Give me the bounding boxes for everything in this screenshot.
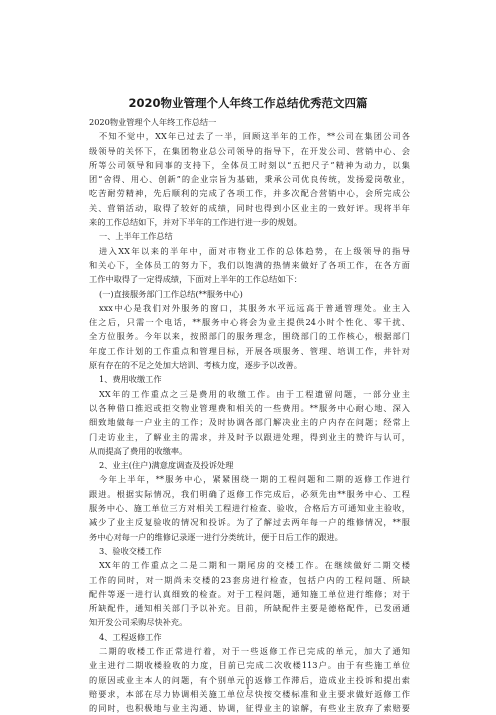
body-line: 赔要求，本部在尽力协调相关施工单位尽快按交楼标准和业主要求做好返修工作	[89, 688, 410, 699]
body-line: 3、验收交楼工作	[99, 545, 162, 556]
body-line: 从而提高了费用的收缴率。	[89, 445, 188, 456]
body-line: 务中心对每一户的维修记录逐一进行分类统计，便于日后工作的跟进。	[89, 531, 343, 542]
body-line: 的同时，也积极地与业主沟通、协调，征得业主的谅解，有些业主放弃了索赔要	[89, 703, 410, 714]
body-line: 知开发公司采购尽快补充。	[89, 617, 188, 628]
body-line: 来的工作总结如下，并对下半年的工作进行进一步的规划。	[89, 217, 302, 228]
body-line: 工作中取得了一定得成绩，下面对上半年的工作总结如下：	[89, 274, 302, 285]
body-line: 原有存在的不足之处加大培训、考核力度，逐步予以改善。	[89, 360, 302, 371]
body-line: 跟进。根据实际情况，我们明确了返修工作完成后，必须先由**服务中心、工程	[89, 488, 410, 499]
body-line: 1、费用收缴工作	[99, 374, 162, 385]
body-line: 配件等逐一进行认真细致的检查。对于工程问题，通知施工单位进行维修；对于	[89, 588, 410, 599]
body-line: (一)直接服务部门工作总结(**服务中心)	[99, 288, 243, 299]
body-line: 以各种借口推迟或拒交物业管理费和相关的一些费用。**服务中心耐心地、深入	[89, 402, 410, 413]
body-line: 团“舍得、用心、创新”的企业宗旨为基础，秉承公司优良传统，发扬爱岗敬业，	[89, 174, 410, 185]
body-line: 减少了业主反复验收的情况和投诉。为了了解过去两年每一户的维修情况，**服	[89, 517, 410, 528]
body-line: 所缺配件，通知相关部门予以补充。目前，所缺配件主要是德格配件，已发函通	[89, 603, 410, 614]
body-line: 门走访业主，了解业主的需求，并及时予以跟进处理，得到业主的赞许与认可，	[89, 431, 410, 442]
body-line: 细致地做每一户业主的工作；及时协调各部门解决业主的户内存在问题；经常上	[89, 417, 410, 428]
body-line: 不知不觉中，XX年已过去了一半，回顾这半年的工作，**公司在集团公司各	[99, 131, 410, 142]
body-line: 二期的收楼工作正常进行着，对于一些返修工作已完成的单元，加大了通知	[99, 645, 410, 656]
body-line: 4、工程返修工作	[99, 631, 162, 642]
page-number: 1	[245, 683, 251, 691]
body-line: 工作的同时，对一期尚未交楼的23套房进行检查，包括户内的工程问题、所缺	[89, 574, 410, 585]
body-line: 服务中心、施工单位三方对相关工程进行检查、验收，合格后方可通知业主验收，	[89, 503, 410, 514]
body-line: 进入XX年以来的半年中，面对市物业工作的总体趋势，在上级领导的指导	[99, 245, 410, 256]
body-line: 业主进行二期收楼验收的力度，目前已完成二次收楼113户。由于有些施工单位	[89, 660, 410, 671]
body-line: 2020物业管理个人年终工作总结一	[89, 117, 217, 127]
body-line: 今年上半年，**服务中心，紧紧围绕一期的工程问题和二期的返修工作进行	[99, 474, 410, 485]
body-line: 所等公司领导和同事的支持下，全体员工时刻以“五把尺子”精神为动力，以集	[89, 159, 410, 170]
body-line: 级领导的关怀下，在集团物业总公司领导的指导下，在开发公司、营销中心、会	[89, 145, 410, 156]
body-line: 全方位服务。今年以来，按照部门的服务理念，围绕部门的工作核心，根据部门	[89, 331, 410, 342]
body-line: 的原因或业主本人的问题，有个别单元的返修工作滞后，造成业主投诉和提出索	[89, 674, 410, 685]
body-line: 年度工作计划的工作重点和管理目标，开展各项服务、管理、培训工作，井针对	[89, 345, 410, 356]
body-line: XX年的工作重点之二是二期和一期尾房的交楼工作。在继续做好二期交楼	[99, 560, 410, 571]
body-line: 和关心下，全体员工的努力下，我们以饱满的热情来做好了各项工作，在各方面	[89, 259, 410, 270]
body-line: 住之后，只需一个电话，**服务中心将会为业主提供24小时个性化、零干扰、	[89, 317, 410, 328]
body-line: 关、营销活动，取得了较好的成绩，同时也得到小区业主的一致好评。现将半年	[89, 202, 410, 213]
body-line: 吃苦耐劳精神，先后顺利的完成了各项工作，并多次配合营销中心，会所完成公	[89, 188, 410, 199]
body-line: XX年的工作重点之三是费用的收缴工作。由于工程遗留问题，一部分业主	[99, 388, 410, 399]
body-line: 2、业主(住户)满意度调查及投诉处理	[99, 460, 234, 471]
body-line: 一、上半年工作总结	[99, 231, 173, 242]
body-line: xxx中心是我们对外服务的窗口，其服务水平远远高于普通管理处。业主入	[99, 302, 410, 313]
document-body	[89, 115, 410, 715]
document-title: 2020物业管理个人年终工作总结优秀范文四篇	[128, 96, 368, 110]
